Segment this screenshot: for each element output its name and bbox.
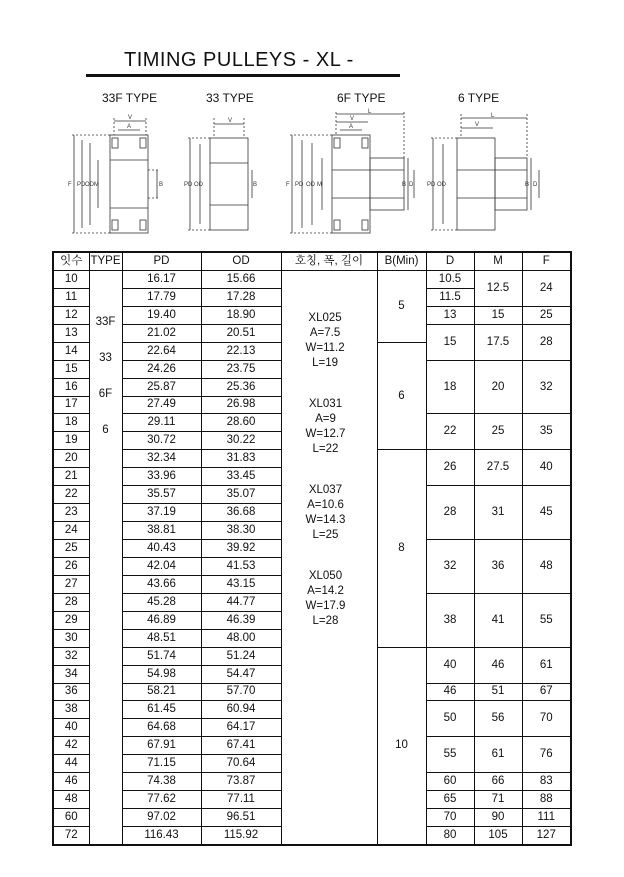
f-cell: 111 <box>522 809 571 827</box>
od-cell: 26.98 <box>201 396 281 414</box>
svg-text:B: B <box>159 182 164 188</box>
pulley-33-drawing <box>180 108 260 243</box>
od-cell: 46.39 <box>201 611 281 629</box>
header-type: TYPE <box>89 252 122 270</box>
pd-cell: 116.43 <box>122 827 201 845</box>
diagram-label-6: 6 TYPE <box>458 91 500 105</box>
header-f: F <box>522 252 571 270</box>
od-cell: 23.75 <box>201 360 281 378</box>
pd-cell: 32.34 <box>122 450 201 468</box>
spec-line: L=28 <box>312 614 339 627</box>
pd-cell: 17.79 <box>122 288 201 306</box>
pd-cell: 67.91 <box>122 737 201 755</box>
svg-text:B: B <box>402 182 407 188</box>
od-cell: 15.66 <box>201 270 281 288</box>
f-cell: 61 <box>522 647 571 683</box>
pd-cell: 71.15 <box>122 755 201 773</box>
teeth-cell: 72 <box>53 827 89 845</box>
d-cell: 70 <box>426 809 474 827</box>
header-teeth: 잇수 <box>53 252 89 270</box>
f-cell: 48 <box>522 540 571 594</box>
teeth-cell: 48 <box>53 791 89 809</box>
spec-line: A=9 <box>315 412 336 425</box>
spec-line: L=19 <box>312 356 338 369</box>
pd-cell: 19.40 <box>122 306 201 324</box>
m-cell: 17.5 <box>474 324 522 360</box>
pd-cell: 64.68 <box>122 719 201 737</box>
pd-cell: 97.02 <box>122 809 201 827</box>
teeth-cell: 25 <box>53 540 89 558</box>
pd-cell: 77.62 <box>122 791 201 809</box>
d-cell: 38 <box>426 593 474 647</box>
od-cell: 38.30 <box>201 522 281 540</box>
teeth-cell: 60 <box>53 809 89 827</box>
teeth-cell: 24 <box>53 522 89 540</box>
pulley-6-drawing <box>425 108 545 243</box>
d-cell: 40 <box>426 647 474 683</box>
d-cell: 80 <box>426 827 474 845</box>
od-cell: 35.07 <box>201 486 281 504</box>
teeth-cell: 32 <box>53 647 89 665</box>
m-cell: 66 <box>474 773 522 791</box>
table-header-row <box>53 252 571 270</box>
m-cell: 27.5 <box>474 450 522 486</box>
teeth-cell: 36 <box>53 683 89 701</box>
svg-text:OD: OD <box>306 182 315 188</box>
pd-cell: 22.64 <box>122 342 201 360</box>
pulley-6f-drawing <box>282 108 417 243</box>
pd-cell: 58.21 <box>122 683 201 701</box>
pd-cell: 37.19 <box>122 504 201 522</box>
spec-line: A=10.6 <box>307 498 344 511</box>
m-cell: 61 <box>474 737 522 773</box>
pd-cell: 30.72 <box>122 432 201 450</box>
teeth-cell: 38 <box>53 701 89 719</box>
f-cell: 28 <box>522 324 571 360</box>
header-d: D <box>426 252 474 270</box>
svg-text:F: F <box>286 182 290 188</box>
type-label: 6 <box>102 423 109 436</box>
teeth-cell: 29 <box>53 611 89 629</box>
svg-text:M: M <box>94 182 99 188</box>
f-cell: 40 <box>522 450 571 486</box>
teeth-cell: 34 <box>53 665 89 683</box>
header-b-min: B(Min) <box>377 252 426 270</box>
d-cell: 46 <box>426 683 474 701</box>
m-cell: 51 <box>474 683 522 701</box>
pd-cell: 74.38 <box>122 773 201 791</box>
f-cell: 67 <box>522 683 571 701</box>
b-min-cell: 5 <box>377 270 426 342</box>
spec-block <box>306 311 345 371</box>
pd-cell: 29.11 <box>122 414 201 432</box>
spec-line: W=17.9 <box>305 599 346 612</box>
pd-cell: 27.49 <box>122 396 201 414</box>
od-cell: 96.51 <box>201 809 281 827</box>
f-cell: 83 <box>522 773 571 791</box>
od-cell: 17.28 <box>201 288 281 306</box>
pd-cell: 61.45 <box>122 701 201 719</box>
header-spec: 호칭, 폭, 길이 <box>281 252 377 270</box>
pd-cell: 38.81 <box>122 522 201 540</box>
table-row <box>53 270 571 288</box>
svg-text:D: D <box>409 182 414 188</box>
teeth-cell: 19 <box>53 432 89 450</box>
b-min-cell: 10 <box>377 647 426 845</box>
spec-block <box>306 483 346 543</box>
page-title: TIMING PULLEYS - XL - <box>124 49 354 71</box>
d-cell: 50 <box>426 701 474 737</box>
teeth-cell: 10 <box>53 270 89 288</box>
type-cell <box>89 270 122 845</box>
d-cell: 65 <box>426 791 474 809</box>
header-pd: PD <box>122 252 201 270</box>
od-cell: 115.92 <box>201 827 281 845</box>
teeth-cell: 28 <box>53 593 89 611</box>
b-min-cell: 8 <box>377 450 426 647</box>
od-cell: 44.77 <box>201 593 281 611</box>
svg-text:V: V <box>228 118 233 124</box>
d-cell: 15 <box>426 324 474 360</box>
d-cell: 32 <box>426 540 474 594</box>
svg-text:OD: OD <box>194 182 203 188</box>
od-cell: 70.64 <box>201 755 281 773</box>
pulley-33f-drawing <box>62 108 162 243</box>
teeth-cell: 23 <box>53 504 89 522</box>
spec-line: XL050 <box>308 569 343 582</box>
teeth-cell: 20 <box>53 450 89 468</box>
pd-cell: 43.66 <box>122 575 201 593</box>
m-cell: 41 <box>474 593 522 647</box>
spec-line: L=25 <box>312 528 339 541</box>
svg-text:L: L <box>491 113 495 119</box>
type-label: 33 <box>99 351 112 364</box>
d-cell: 13 <box>426 306 474 324</box>
spec-line: A=7.5 <box>309 326 341 339</box>
m-cell: 46 <box>474 647 522 683</box>
teeth-cell: 16 <box>53 378 89 396</box>
diagram-label-33f: 33F TYPE <box>102 91 158 105</box>
svg-text:OD: OD <box>85 182 94 188</box>
pd-cell: 46.89 <box>122 611 201 629</box>
m-cell: 15 <box>474 306 522 324</box>
m-cell: 20 <box>474 360 522 414</box>
b-min-cell: 6 <box>377 342 426 450</box>
m-cell: 105 <box>474 827 522 845</box>
svg-text:D: D <box>533 182 538 188</box>
spec-block <box>306 569 346 629</box>
pd-cell: 24.26 <box>122 360 201 378</box>
od-cell: 51.24 <box>201 647 281 665</box>
m-cell: 36 <box>474 540 522 594</box>
d-cell: 60 <box>426 773 474 791</box>
spec-cell <box>281 270 377 845</box>
f-cell: 127 <box>522 827 571 845</box>
teeth-cell: 15 <box>53 360 89 378</box>
teeth-cell: 27 <box>53 575 89 593</box>
f-cell: 70 <box>522 701 571 737</box>
svg-text:F: F <box>68 182 72 188</box>
od-cell: 54.47 <box>201 665 281 683</box>
pd-cell: 48.51 <box>122 629 201 647</box>
f-cell: 35 <box>522 414 571 450</box>
f-cell: 32 <box>522 360 571 414</box>
teeth-cell: 30 <box>53 629 89 647</box>
teeth-cell: 26 <box>53 557 89 575</box>
svg-text:A: A <box>127 124 132 130</box>
d-cell: 11.5 <box>426 288 474 306</box>
od-cell: 20.51 <box>201 324 281 342</box>
f-cell: 25 <box>522 306 571 324</box>
pd-cell: 54.98 <box>122 665 201 683</box>
od-cell: 41.53 <box>201 557 281 575</box>
f-cell: 76 <box>522 737 571 773</box>
od-cell: 30.22 <box>201 432 281 450</box>
svg-text:V: V <box>475 122 480 128</box>
svg-text:PD: PD <box>184 182 193 188</box>
pd-cell: 33.96 <box>122 468 201 486</box>
od-cell: 57.70 <box>201 683 281 701</box>
spec-line: W=11.2 <box>305 341 345 354</box>
m-cell: 31 <box>474 486 522 540</box>
od-cell: 33.45 <box>201 468 281 486</box>
od-cell: 18.90 <box>201 306 281 324</box>
pulley-spec-table <box>52 251 572 846</box>
f-cell: 45 <box>522 486 571 540</box>
d-cell: 55 <box>426 737 474 773</box>
svg-text:OD: OD <box>437 182 446 188</box>
od-cell: 67.41 <box>201 737 281 755</box>
svg-text:M: M <box>317 182 322 188</box>
type-label: 33F <box>95 315 116 328</box>
od-cell: 36.68 <box>201 504 281 522</box>
d-cell: 10.5 <box>426 270 474 288</box>
teeth-cell: 11 <box>53 288 89 306</box>
svg-text:V: V <box>128 115 133 121</box>
pd-cell: 51.74 <box>122 647 201 665</box>
m-cell: 71 <box>474 791 522 809</box>
m-cell: 12.5 <box>474 270 522 306</box>
pd-cell: 45.28 <box>122 593 201 611</box>
svg-text:B: B <box>525 182 530 188</box>
svg-text:A: A <box>349 124 354 130</box>
od-cell: 25.36 <box>201 378 281 396</box>
spec-line: W=12.7 <box>305 427 346 440</box>
title-underline <box>86 74 400 77</box>
teeth-cell: 46 <box>53 773 89 791</box>
pd-cell: 40.43 <box>122 540 201 558</box>
od-cell: 64.17 <box>201 719 281 737</box>
f-cell: 88 <box>522 791 571 809</box>
od-cell: 31.83 <box>201 450 281 468</box>
diagram-label-33: 33 TYPE <box>206 91 254 105</box>
teeth-cell: 17 <box>53 396 89 414</box>
m-cell: 90 <box>474 809 522 827</box>
d-cell: 28 <box>426 486 474 540</box>
spec-line: XL031 <box>308 397 343 410</box>
header-od: OD <box>201 252 281 270</box>
pd-cell: 25.87 <box>122 378 201 396</box>
f-cell: 55 <box>522 593 571 647</box>
svg-text:L: L <box>368 109 372 115</box>
teeth-cell: 13 <box>53 324 89 342</box>
teeth-cell: 12 <box>53 306 89 324</box>
svg-text:PD: PD <box>427 182 436 188</box>
header-m: M <box>474 252 522 270</box>
pd-cell: 16.17 <box>122 270 201 288</box>
od-cell: 22.13 <box>201 342 281 360</box>
pd-cell: 21.02 <box>122 324 201 342</box>
m-cell: 25 <box>474 414 522 450</box>
teeth-cell: 42 <box>53 737 89 755</box>
svg-text:B: B <box>253 182 258 188</box>
spec-line: L=22 <box>312 442 339 455</box>
type-label: 6F <box>98 387 113 400</box>
m-cell: 56 <box>474 701 522 737</box>
od-cell: 73.87 <box>201 773 281 791</box>
spec-line: XL025 <box>308 311 342 324</box>
od-cell: 60.94 <box>201 701 281 719</box>
teeth-cell: 22 <box>53 486 89 504</box>
teeth-cell: 18 <box>53 414 89 432</box>
spec-block <box>306 397 346 457</box>
pd-cell: 35.57 <box>122 486 201 504</box>
f-cell: 24 <box>522 270 571 306</box>
od-cell: 48.00 <box>201 629 281 647</box>
d-cell: 22 <box>426 414 474 450</box>
svg-text:V: V <box>350 116 355 122</box>
od-cell: 43.15 <box>201 575 281 593</box>
pd-cell: 42.04 <box>122 557 201 575</box>
diagram-label-6f: 6F TYPE <box>337 91 386 105</box>
teeth-cell: 40 <box>53 719 89 737</box>
teeth-cell: 44 <box>53 755 89 773</box>
svg-text:PD: PD <box>77 182 86 188</box>
d-cell: 18 <box>426 360 474 414</box>
spec-line: A=14.2 <box>307 584 344 597</box>
spec-line: XL037 <box>308 483 343 496</box>
teeth-cell: 14 <box>53 342 89 360</box>
teeth-cell: 21 <box>53 468 89 486</box>
spec-line: W=14.3 <box>305 513 346 526</box>
d-cell: 26 <box>426 450 474 486</box>
od-cell: 39.92 <box>201 540 281 558</box>
od-cell: 28.60 <box>201 414 281 432</box>
od-cell: 77.11 <box>201 791 281 809</box>
svg-text:PD: PD <box>295 182 304 188</box>
